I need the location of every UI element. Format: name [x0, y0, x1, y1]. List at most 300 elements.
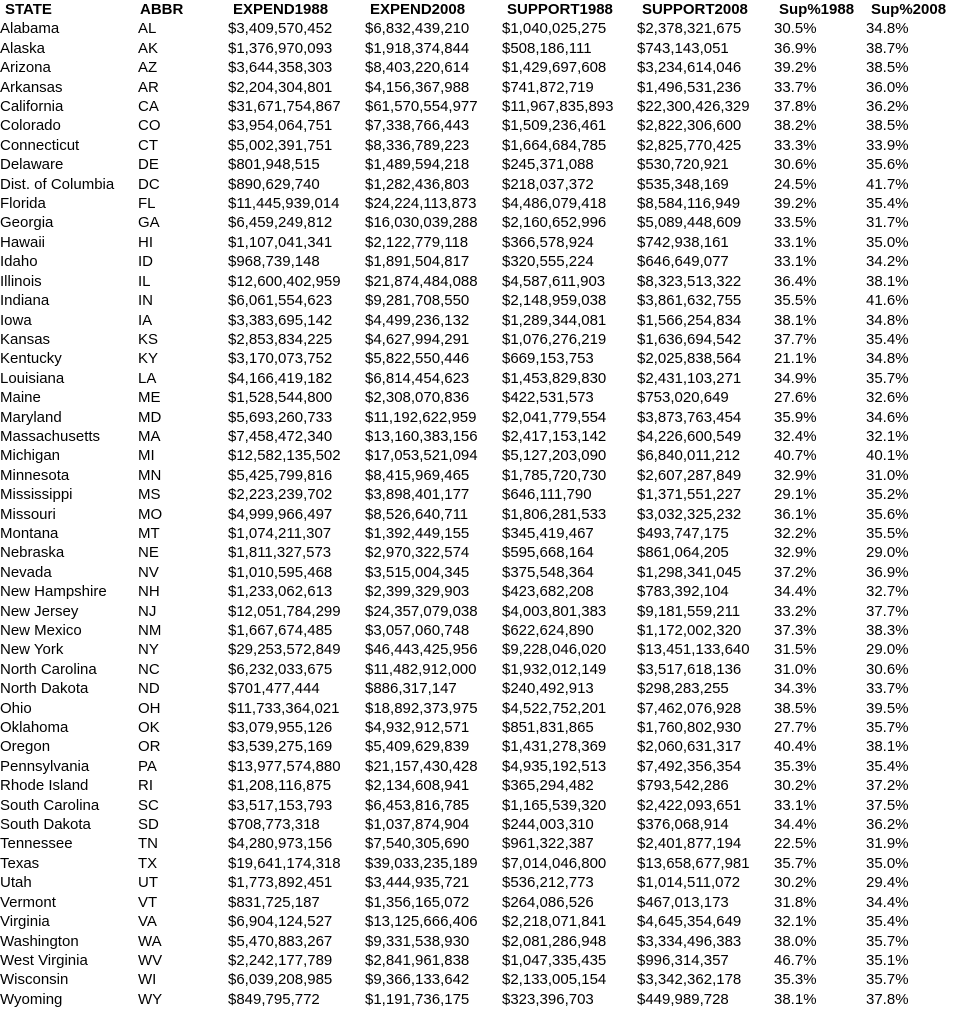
cell-sup_pct_2008: 35.6% [866, 156, 909, 174]
cell-sup_pct_1988: 40.7% [774, 447, 817, 465]
cell-support2008: $3,234,614,046 [637, 59, 742, 77]
cell-sup_pct_1988: 35.3% [774, 971, 817, 989]
cell-state: West Virginia [0, 951, 88, 969]
cell-expend2008: $1,489,594,218 [365, 156, 470, 174]
cell-sup_pct_1988: 32.9% [774, 466, 817, 484]
cell-abbr: MI [138, 447, 155, 465]
cell-support2008: $861,064,205 [637, 544, 729, 562]
cell-abbr: NV [138, 563, 159, 581]
cell-sup_pct_2008: 36.2% [866, 98, 909, 116]
table-row [0, 311, 960, 330]
table-row [0, 757, 960, 776]
cell-sup_pct_2008: 35.1% [866, 951, 909, 969]
cell-expend1988: $3,079,955,126 [228, 719, 333, 737]
cell-sup_pct_2008: 38.1% [866, 272, 909, 290]
cell-sup_pct_1988: 37.7% [774, 330, 817, 348]
cell-expend1988: $1,074,211,307 [228, 524, 332, 542]
cell-sup_pct_2008: 35.7% [866, 719, 909, 737]
cell-abbr: OH [138, 699, 161, 717]
cell-state: Tennessee [0, 835, 73, 853]
cell-abbr: NH [138, 583, 160, 601]
cell-expend1988: $1,528,544,800 [228, 389, 333, 407]
cell-sup_pct_1988: 24.5% [774, 175, 817, 193]
cell-abbr: NC [138, 660, 160, 678]
cell-support2008: $13,451,133,640 [637, 641, 750, 659]
cell-expend2008: $5,822,550,446 [365, 350, 470, 368]
cell-support1988: $536,212,773 [502, 874, 594, 892]
cell-sup_pct_1988: 33.1% [774, 233, 817, 251]
cell-state: Connecticut [0, 136, 80, 154]
cell-expend1988: $11,733,364,021 [228, 699, 340, 717]
cell-state: Indiana [0, 292, 50, 310]
table-header-row [0, 0, 960, 19]
column-header-sup_pct_1988: Sup%1988 [779, 1, 855, 18]
cell-sup_pct_2008: 38.7% [866, 39, 909, 57]
table-row [0, 78, 960, 97]
cell-expend1988: $3,170,073,752 [228, 350, 333, 368]
cell-sup_pct_1988: 34.3% [774, 680, 817, 698]
cell-sup_pct_1988: 34.4% [774, 816, 817, 834]
cell-support1988: $2,417,153,142 [502, 427, 607, 445]
cell-expend2008: $2,308,070,836 [365, 389, 470, 407]
cell-abbr: HI [138, 233, 153, 251]
cell-expend2008: $24,224,113,873 [365, 195, 477, 213]
cell-support2008: $8,323,513,322 [637, 272, 742, 290]
cell-expend1988: $2,853,834,225 [228, 330, 333, 348]
cell-sup_pct_2008: 36.0% [866, 78, 909, 96]
cell-sup_pct_1988: 32.2% [774, 524, 817, 542]
cell-abbr: MS [138, 486, 161, 504]
cell-sup_pct_1988: 35.3% [774, 757, 817, 775]
cell-abbr: AZ [138, 59, 158, 77]
cell-expend1988: $708,773,318 [228, 816, 320, 834]
cell-expend1988: $29,253,572,849 [228, 641, 341, 659]
cell-expend2008: $4,499,236,132 [365, 311, 470, 329]
cell-sup_pct_2008: 37.2% [866, 777, 909, 795]
cell-sup_pct_1988: 33.7% [774, 78, 817, 96]
cell-support2008: $2,607,287,849 [637, 466, 742, 484]
cell-abbr: WY [138, 990, 163, 1008]
cell-support1988: $1,047,335,435 [502, 951, 607, 969]
cell-support2008: $22,300,426,329 [637, 98, 750, 116]
cell-support2008: $2,060,631,317 [637, 738, 742, 756]
cell-expend2008: $7,540,305,690 [365, 835, 470, 853]
cell-sup_pct_1988: 32.4% [774, 427, 817, 445]
cell-abbr: NM [138, 622, 162, 639]
cell-expend2008: $1,191,736,175 [365, 990, 470, 1008]
table-row [0, 602, 960, 621]
table-row [0, 194, 960, 213]
cell-sup_pct_2008: 38.5% [866, 59, 909, 77]
cell-state: Utah [0, 874, 32, 892]
cell-abbr: WI [138, 971, 157, 989]
cell-support1988: $961,322,387 [502, 835, 594, 853]
cell-state: New Mexico [0, 622, 82, 639]
table-row [0, 873, 960, 892]
cell-expend2008: $8,403,220,614 [365, 59, 470, 77]
cell-expend2008: $17,053,521,094 [365, 447, 478, 465]
cell-expend2008: $4,156,367,988 [365, 78, 470, 96]
cell-expend1988: $801,948,515 [228, 156, 320, 174]
cell-support1988: $1,509,236,461 [502, 117, 607, 135]
table-row [0, 699, 960, 718]
cell-abbr: ME [138, 389, 161, 407]
cell-abbr: IL [138, 272, 151, 290]
cell-support1988: $741,872,719 [502, 78, 594, 96]
cell-sup_pct_2008: 32.7% [866, 583, 909, 601]
cell-abbr: LA [138, 369, 157, 387]
table-row [0, 58, 960, 77]
cell-support2008: $2,401,877,194 [637, 835, 742, 853]
cell-state: Texas [0, 854, 40, 872]
cell-sup_pct_1988: 34.9% [774, 369, 817, 387]
cell-support2008: $6,840,011,212 [637, 447, 741, 465]
table-row [0, 679, 960, 698]
cell-support2008: $3,517,618,136 [637, 660, 742, 678]
cell-support1988: $4,522,752,201 [502, 699, 607, 717]
cell-expend2008: $5,409,629,839 [365, 738, 470, 756]
cell-state: Dist. of Columbia [0, 175, 115, 193]
table-row [0, 252, 960, 271]
cell-expend1988: $6,459,249,812 [228, 214, 333, 232]
cell-expend1988: $7,458,472,340 [228, 427, 333, 445]
cell-support1988: $1,429,697,608 [502, 59, 607, 77]
cell-support1988: $320,555,224 [502, 253, 594, 271]
cell-sup_pct_1988: 31.0% [774, 660, 817, 678]
table-row [0, 893, 960, 912]
table-row [0, 990, 960, 1009]
cell-state: Vermont [0, 893, 56, 911]
cell-sup_pct_1988: 40.4% [774, 738, 817, 756]
cell-abbr: WV [138, 951, 163, 969]
cell-support1988: $240,492,913 [502, 680, 594, 698]
cell-expend2008: $8,526,640,711 [365, 505, 469, 523]
cell-abbr: VT [138, 893, 158, 911]
cell-support1988: $366,578,924 [502, 233, 594, 251]
cell-sup_pct_2008: 39.5% [866, 699, 909, 717]
cell-support2008: $783,392,104 [637, 583, 729, 601]
cell-expend1988: $3,409,570,452 [228, 20, 333, 38]
cell-expend1988: $11,445,939,014 [228, 195, 340, 213]
table-row [0, 524, 960, 543]
cell-abbr: IN [138, 292, 153, 310]
cell-support2008: $3,342,362,178 [637, 971, 742, 989]
cell-sup_pct_2008: 35.7% [866, 369, 909, 387]
cell-abbr: AL [138, 20, 157, 38]
cell-sup_pct_2008: 36.9% [866, 563, 909, 581]
table-row [0, 815, 960, 834]
table-body [0, 19, 960, 1009]
cell-state: New York [0, 641, 64, 659]
cell-expend2008: $39,033,235,189 [365, 854, 478, 872]
cell-expend1988: $4,280,973,156 [228, 835, 333, 853]
cell-sup_pct_1988: 46.7% [774, 951, 817, 969]
cell-sup_pct_1988: 31.8% [774, 893, 817, 911]
cell-expend1988: $5,470,883,267 [228, 932, 333, 950]
cell-support1988: $2,218,071,841 [502, 913, 607, 931]
cell-state: Wisconsin [0, 971, 69, 989]
cell-support2008: $3,334,496,383 [637, 932, 742, 950]
cell-expend2008: $8,336,789,223 [365, 136, 470, 154]
cell-expend2008: $2,122,779,118 [365, 233, 469, 251]
cell-sup_pct_2008: 35.6% [866, 505, 909, 523]
cell-support2008: $1,298,341,045 [637, 563, 742, 581]
cell-expend2008: $21,874,484,088 [365, 272, 478, 290]
cell-support1988: $244,003,310 [502, 816, 594, 834]
cell-support1988: $1,431,278,369 [502, 738, 607, 756]
cell-expend1988: $3,539,275,169 [228, 738, 333, 756]
cell-state: Hawaii [0, 233, 46, 251]
table-row [0, 213, 960, 232]
cell-state: Maine [0, 389, 41, 407]
cell-sup_pct_2008: 29.0% [866, 544, 909, 562]
cell-support2008: $1,496,531,236 [637, 78, 742, 96]
cell-sup_pct_1988: 38.0% [774, 932, 817, 950]
cell-support1988: $9,228,046,020 [502, 641, 607, 659]
cell-support1988: $851,831,865 [502, 719, 594, 737]
table-row [0, 718, 960, 737]
cell-support1988: $1,040,025,275 [502, 20, 607, 38]
cell-support1988: $1,785,720,730 [502, 466, 607, 484]
cell-support2008: $298,283,255 [637, 680, 729, 698]
cell-abbr: TN [138, 835, 158, 853]
table-row [0, 97, 960, 116]
cell-sup_pct_1988: 27.7% [774, 719, 817, 737]
cell-support2008: $3,861,632,755 [637, 292, 742, 310]
cell-support2008: $793,542,286 [637, 777, 729, 795]
cell-expend1988: $890,629,740 [228, 175, 320, 193]
cell-support1988: $4,587,611,903 [502, 272, 606, 290]
cell-sup_pct_1988: 34.4% [774, 583, 817, 601]
cell-support2008: $1,172,002,320 [637, 622, 742, 639]
cell-sup_pct_1988: 22.5% [774, 835, 817, 853]
cell-state: Colorado [0, 117, 61, 135]
cell-expend1988: $19,641,174,318 [228, 854, 341, 872]
cell-sup_pct_1988: 33.5% [774, 214, 817, 232]
cell-state: Missouri [0, 505, 56, 523]
cell-state: Idaho [0, 253, 38, 271]
table-row [0, 369, 960, 388]
cell-state: Illinois [0, 272, 42, 290]
cell-sup_pct_1988: 37.2% [774, 563, 817, 581]
cell-expend2008: $24,357,079,038 [365, 602, 478, 620]
cell-expend2008: $16,030,039,288 [365, 214, 478, 232]
cell-support1988: $1,289,344,081 [502, 311, 607, 329]
cell-abbr: KS [138, 330, 159, 348]
cell-support2008: $8,584,116,949 [637, 195, 741, 213]
cell-abbr: AR [138, 78, 159, 96]
cell-expend2008: $4,627,994,291 [365, 330, 470, 348]
table-row [0, 19, 960, 38]
cell-support1988: $622,624,890 [502, 622, 594, 639]
cell-sup_pct_2008: 37.5% [866, 796, 909, 814]
cell-sup_pct_2008: 36.2% [866, 816, 909, 834]
table-row [0, 466, 960, 485]
cell-expend1988: $2,223,239,702 [228, 486, 333, 504]
cell-expend1988: $2,204,304,801 [228, 78, 333, 96]
cell-support2008: $2,025,838,564 [637, 350, 742, 368]
cell-expend2008: $11,192,622,959 [365, 408, 477, 426]
cell-abbr: SD [138, 816, 159, 834]
column-header-support2008: SUPPORT2008 [642, 1, 748, 18]
cell-state: Arizona [0, 59, 51, 77]
cell-sup_pct_1988: 33.2% [774, 602, 817, 620]
cell-expend2008: $1,356,165,072 [365, 893, 470, 911]
cell-state: Michigan [0, 447, 61, 465]
cell-abbr: VA [138, 913, 157, 931]
cell-expend1988: $3,517,153,793 [228, 796, 333, 814]
cell-abbr: DE [138, 156, 159, 174]
cell-state: California [0, 98, 64, 116]
cell-expend1988: $6,232,033,675 [228, 660, 333, 678]
cell-abbr: CT [138, 136, 158, 154]
table-row [0, 427, 960, 446]
cell-expend1988: $12,582,135,502 [228, 447, 341, 465]
cell-sup_pct_2008: 35.4% [866, 195, 909, 213]
cell-support2008: $4,645,354,649 [637, 913, 742, 931]
cell-abbr: ID [138, 253, 153, 271]
cell-support1988: $245,371,088 [502, 156, 594, 174]
table-row [0, 485, 960, 504]
cell-expend2008: $9,281,708,550 [365, 292, 470, 310]
cell-support1988: $365,294,482 [502, 777, 594, 795]
table-row [0, 563, 960, 582]
cell-sup_pct_1988: 38.1% [774, 311, 817, 329]
cell-support2008: $753,020,649 [637, 389, 729, 407]
cell-sup_pct_2008: 32.6% [866, 389, 909, 407]
cell-sup_pct_2008: 31.7% [866, 214, 909, 232]
cell-support2008: $2,825,770,425 [637, 136, 742, 154]
cell-support1988: $2,041,779,554 [502, 408, 607, 426]
cell-expend2008: $3,057,060,748 [365, 622, 470, 639]
cell-state: Pennsylvania [0, 757, 90, 775]
cell-sup_pct_2008: 34.8% [866, 311, 909, 329]
cell-expend2008: $7,338,766,443 [365, 117, 470, 135]
cell-support1988: $323,396,703 [502, 990, 594, 1008]
cell-sup_pct_2008: 35.0% [866, 233, 909, 251]
cell-expend1988: $5,425,799,816 [228, 466, 333, 484]
cell-expend1988: $2,242,177,789 [228, 951, 333, 969]
cell-support2008: $743,143,051 [637, 39, 729, 57]
cell-support1988: $2,133,005,154 [502, 971, 607, 989]
cell-abbr: NE [138, 544, 159, 562]
cell-support2008: $1,636,694,542 [637, 330, 742, 348]
cell-support1988: $1,453,829,830 [502, 369, 607, 387]
table-row [0, 388, 960, 407]
table-row [0, 582, 960, 601]
cell-state: Virginia [0, 913, 50, 931]
cell-expend1988: $1,208,116,875 [228, 777, 332, 795]
cell-expend1988: $6,904,124,527 [228, 913, 333, 931]
cell-expend2008: $6,832,439,210 [365, 20, 470, 38]
cell-sup_pct_2008: 33.9% [866, 136, 909, 154]
cell-support1988: $1,806,281,533 [502, 505, 607, 523]
cell-state: Delaware [0, 156, 64, 174]
cell-expend2008: $46,443,425,956 [365, 641, 478, 659]
cell-state: Oregon [0, 738, 51, 756]
cell-abbr: MN [138, 466, 162, 484]
cell-expend1988: $968,739,148 [228, 253, 320, 271]
cell-support2008: $449,989,728 [637, 990, 729, 1008]
table-row [0, 116, 960, 135]
cell-expend2008: $9,366,133,642 [365, 971, 470, 989]
cell-abbr: IA [138, 311, 153, 329]
cell-support1988: $595,668,164 [502, 544, 594, 562]
cell-expend1988: $1,811,327,573 [228, 544, 332, 562]
cell-expend2008: $886,317,147 [365, 680, 457, 698]
cell-expend2008: $1,282,436,803 [365, 175, 470, 193]
cell-support1988: $423,682,208 [502, 583, 594, 601]
cell-support2008: $467,013,173 [637, 893, 729, 911]
cell-support1988: $345,419,467 [502, 524, 594, 542]
cell-expend1988: $831,725,187 [228, 893, 320, 911]
column-header-expend2008: EXPEND2008 [370, 1, 466, 18]
cell-expend2008: $13,160,383,156 [365, 427, 478, 445]
cell-support1988: $4,486,079,418 [502, 195, 607, 213]
cell-support2008: $3,873,763,454 [637, 408, 742, 426]
cell-sup_pct_2008: 41.7% [866, 175, 909, 193]
table-row [0, 408, 960, 427]
table-row [0, 854, 960, 873]
cell-abbr: SC [138, 796, 159, 814]
cell-expend2008: $11,482,912,000 [365, 660, 477, 678]
cell-sup_pct_1988: 31.5% [774, 641, 817, 659]
cell-support1988: $4,935,192,513 [502, 757, 607, 775]
cell-expend2008: $2,970,322,574 [365, 544, 470, 562]
cell-expend1988: $1,667,674,485 [228, 622, 333, 639]
cell-state: Oklahoma [0, 719, 69, 737]
cell-expend2008: $1,891,504,817 [365, 253, 470, 271]
cell-sup_pct_1988: 35.5% [774, 292, 817, 310]
table-row [0, 446, 960, 465]
cell-support1988: $5,127,203,090 [502, 447, 607, 465]
column-header-support1988: SUPPORT1988 [507, 1, 613, 18]
cell-support2008: $646,649,077 [637, 253, 729, 271]
cell-expend1988: $3,954,064,751 [228, 117, 333, 135]
cell-support1988: $422,531,573 [502, 389, 594, 407]
cell-expend1988: $12,600,402,959 [228, 272, 341, 290]
cell-support2008: $2,378,321,675 [637, 20, 742, 38]
cell-expend1988: $3,644,358,303 [228, 59, 333, 77]
cell-sup_pct_2008: 35.7% [866, 971, 909, 989]
cell-support2008: $7,492,356,354 [637, 757, 742, 775]
table-row [0, 951, 960, 970]
cell-expend2008: $1,918,374,844 [365, 39, 470, 57]
cell-state: Massachusetts [0, 427, 101, 445]
cell-expend1988: $3,383,695,142 [228, 311, 333, 329]
cell-abbr: MO [138, 505, 163, 523]
cell-support1988: $2,081,286,948 [502, 932, 607, 950]
table-row [0, 155, 960, 174]
cell-support1988: $218,037,372 [502, 175, 594, 193]
cell-sup_pct_2008: 34.2% [866, 253, 909, 271]
cell-state: Florida [0, 195, 46, 213]
cell-expend1988: $849,795,772 [228, 990, 320, 1008]
cell-support2008: $13,658,677,981 [637, 854, 750, 872]
cell-state: Nebraska [0, 544, 65, 562]
cell-support1988: $264,086,526 [502, 893, 594, 911]
cell-sup_pct_1988: 36.1% [774, 505, 817, 523]
cell-state: Maryland [0, 408, 62, 426]
cell-support2008: $742,938,161 [637, 233, 729, 251]
table-row [0, 349, 960, 368]
cell-abbr: AK [138, 39, 159, 57]
cell-abbr: NJ [138, 602, 157, 620]
cell-abbr: MD [138, 408, 162, 426]
cell-expend1988: $4,166,419,182 [228, 369, 333, 387]
cell-support1988: $4,003,801,383 [502, 602, 607, 620]
cell-state: Iowa [0, 311, 32, 329]
